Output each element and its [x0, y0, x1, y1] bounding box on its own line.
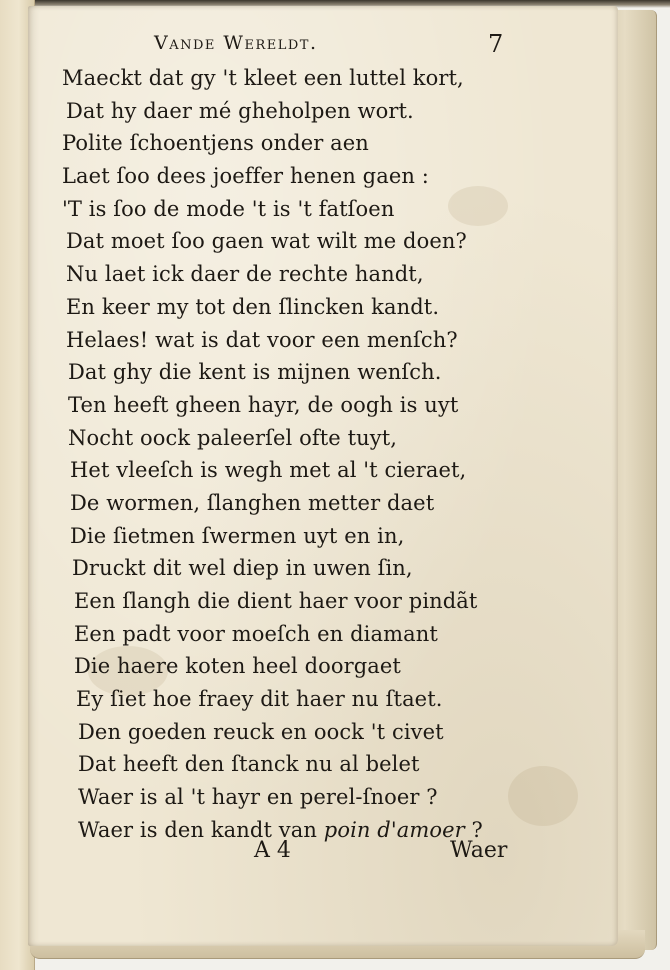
page-footer: [28, 838, 618, 872]
verse-line: Een ſlangh die dient haer voor pindãt: [74, 589, 478, 613]
verse-line-punct: ?: [464, 817, 483, 842]
verse-line: Ey ſiet hoe fraey dit haer nu ſtaet.: [76, 687, 443, 712]
verse-line: Nu laet ick daer de rechte handt,: [66, 262, 424, 287]
verse-line: Dat moet ſoo gaen wat wilt me doen?: [66, 229, 467, 254]
verse-line: Ten heeft gheen hayr, de oogh is uyt: [68, 392, 459, 417]
verse-line: De wormen, ſlanghen metter daet: [70, 490, 435, 515]
foxing-stain: [508, 766, 578, 826]
page-number: 7: [488, 30, 504, 58]
page-header: [28, 32, 618, 62]
catchword: Waer: [450, 838, 508, 863]
verse-line: Een padt voor moeſch en diamant: [74, 621, 438, 646]
signature-mark: A 4: [254, 838, 291, 863]
verse-line: Den goeden reuck en oock 't civet: [78, 719, 444, 744]
verse-line: En keer my tot den ſlincken kandt.: [66, 294, 440, 319]
verse-line: Waer is al 't hayr en perel-ſnoer ?: [78, 785, 438, 810]
verse-line: Dat ghy die kent is mijnen wenſch.: [68, 360, 442, 385]
verse-line: Het vleeſch is wegh met al 't cieraet,: [70, 458, 467, 483]
verse-line: Die haere koten heel doorgaet: [74, 654, 401, 679]
running-head: Vande Wereldt.: [154, 32, 318, 54]
verse-line: Die ſietmen ſwermen uyt en in,: [70, 523, 405, 548]
verse-line: Polite ſchoentjens onder aen: [62, 131, 369, 156]
verse-line: Nocht oock paleerſel ofte tuyt,: [68, 425, 398, 450]
verse-line: Maeckt dat gy 't kleet een luttel kort,: [62, 66, 464, 90]
verse-block: [62, 62, 483, 847]
verse-line-text: Waer is den kandt van: [78, 817, 324, 842]
verse-line: 'T is ſoo de mode 't is 't fatſoen: [62, 196, 395, 221]
book-page: [28, 6, 618, 946]
verse-line: Laet ſoo dees joeffer henen gaen :: [62, 164, 429, 189]
verse-line: Druckt dit wel diep in uwen ſin,: [72, 556, 413, 581]
italic-phrase: poin d'amoer: [323, 817, 465, 842]
verse-line: Dat heeft den ſtanck nu al belet: [78, 752, 420, 777]
verse-line: Dat hy daer mé gheholpen wort.: [66, 98, 414, 123]
verse-line: Helaes! wat is dat voor een menſch?: [66, 327, 458, 352]
